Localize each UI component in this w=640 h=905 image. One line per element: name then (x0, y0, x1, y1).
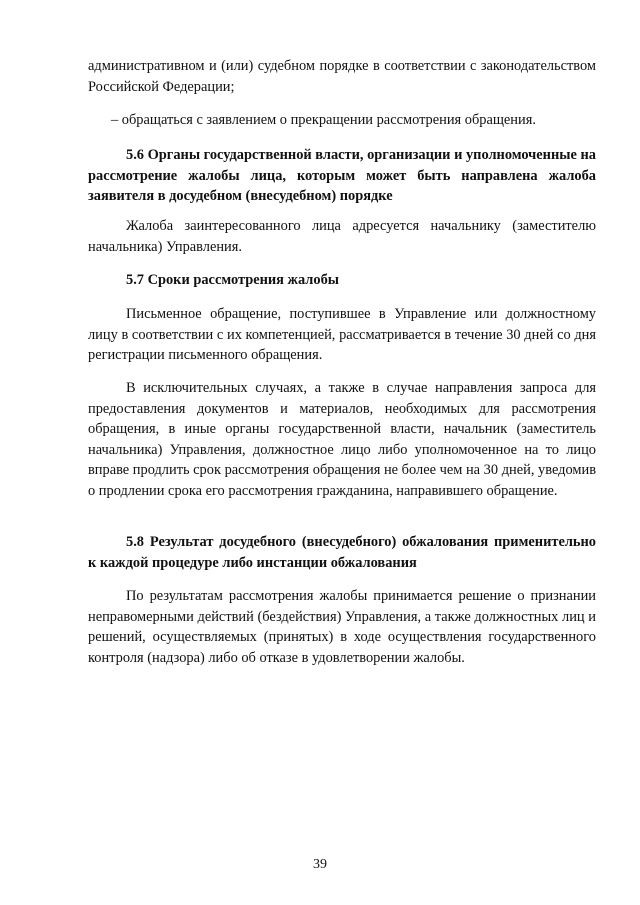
section-5-6-heading: 5.6 Органы государственной власти, организации и уполномоченные на рассмотрение жалобы лица, которым может быть направлена жалоба заявителя в досудебном (внесудебном) порядке (88, 147, 596, 205)
list-item: – обращаться с заявлением о прекращении рассмотрения обращения. (111, 112, 536, 128)
page-number: 39 (313, 857, 327, 872)
section-5-7-paragraph-1: Письменное обращение, поступившее в Управление или должностному лицу в соответствии с их компетенцией, рассматривается в течение 30 дней со дня регистрации письменного обращения. (88, 306, 596, 364)
section-5-6-paragraph: Жалоба заинтересованного лица адресуется начальнику (заместителю начальника) Управления. (88, 218, 596, 255)
section-5-8-heading: 5.8 Результат досудебного (внесудебного) обжалования применительно к каждой процедуре либо инстанции обжалования (88, 534, 596, 571)
section-5-7-heading: 5.7 Сроки рассмотрения жалобы (126, 272, 340, 288)
section-5-7-paragraph-2: В исключительных случаях, а также в случае направления запроса для предоставления документов и материалов, необходимых для рассмотрения обращения, в иные органы государственной власти, начальник (заместитель начальника) Управления, должностное лицо либо уполномоченное на то лицо вправе продлить срок рассмотрения обращения не более чем на 30 дней, уведомив о продлении срока его рассмотрения гражданина, направившего обращение. (88, 380, 596, 499)
continuation-paragraph: административном и (или) судебном порядке в соответствии с законодательством Российской Федерации; (88, 58, 596, 95)
section-5-8-paragraph: По результатам рассмотрения жалобы принимается решение о признании неправомерными действий (бездействия) Управления, а также должностных лиц и решений, осуществляемых (принятых) в ходе осуществления государственного контроля (надзора) либо об отказе в удовлетворении жалобы. (88, 588, 596, 666)
